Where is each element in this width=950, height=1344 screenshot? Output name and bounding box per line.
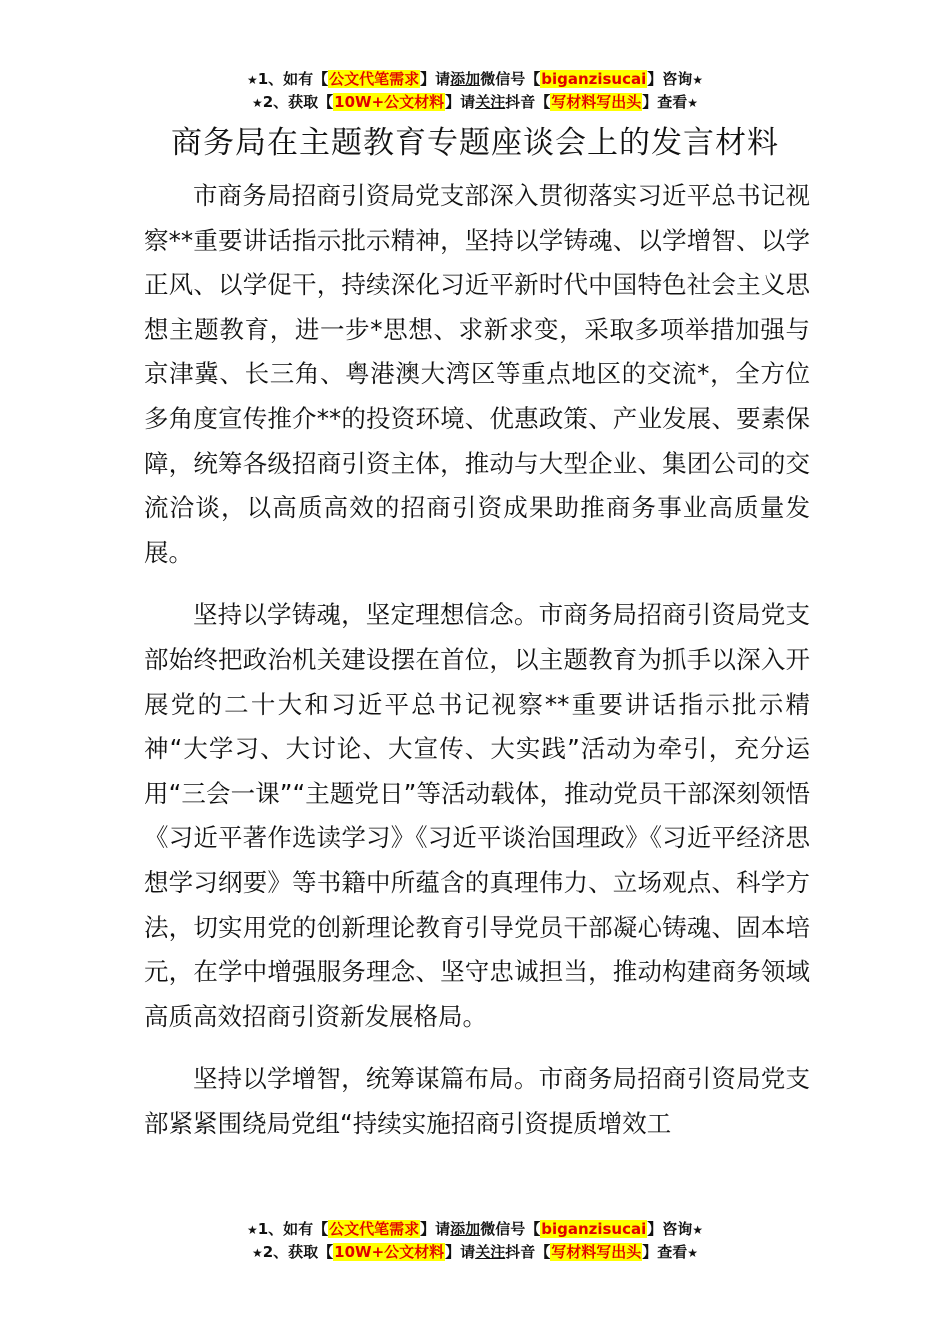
banner-underlined: 关注 xyxy=(475,1243,506,1261)
banner-text: 】咨询 xyxy=(647,1220,693,1238)
highlight-service: 公文代笔需求 xyxy=(329,70,420,88)
banner-text: 】请 xyxy=(445,93,476,111)
banner-text: 1、如有【 xyxy=(257,70,329,88)
star-icon: ★ xyxy=(692,1223,704,1237)
highlight-service: 公文代笔需求 xyxy=(329,1220,420,1238)
star-icon: ★ xyxy=(687,96,699,110)
highlight-douyin: 写材料写出头 xyxy=(551,1243,642,1261)
banner-line-2 xyxy=(0,1241,950,1264)
banner-line-2 xyxy=(0,91,950,114)
banner-text: 微信号【 xyxy=(480,70,541,88)
highlight-douyin: 写材料写出头 xyxy=(551,93,642,111)
star-icon: ★ xyxy=(692,73,704,87)
highlight-wechat-id: biganzisucai xyxy=(541,70,647,88)
banner-text: 】咨询 xyxy=(647,70,693,88)
header-banner xyxy=(0,68,950,114)
document-title: 商务局在主题教育专题座谈会上的发言材料 xyxy=(171,125,779,161)
star-icon: ★ xyxy=(246,1223,258,1237)
banner-line-1 xyxy=(0,1218,950,1241)
banner-text: 2、获取【 xyxy=(262,1243,334,1261)
highlight-materials: 10W+公文材料 xyxy=(334,1243,445,1261)
highlight-wechat-id: biganzisucai xyxy=(541,1220,647,1238)
banner-text: 】查看 xyxy=(642,1243,688,1261)
banner-text: 抖音【 xyxy=(505,1243,551,1261)
paragraph-1: 市商务局招商引资局党支部深入贯彻落实习近平总书记视察**重要讲话指示批示精神，坚持以学铸魂、以学增智、以学正风、以学促干，持续深化习近平新时代中国特色社会主义思想主题教育，进一步*思想、求新求变，采取多项举措加强与京津冀、长三角、粤港澳大湾区等重点地区的交流*，全方位多角度宣传推介**的投资环境、优惠政策、产业发展、要素保障，统筹各级招商引资主体，推动与大型企业、集团公司的交流洽谈，以高质高效的招商引资成果助推商务事业高质量发展。 xyxy=(144,181,810,567)
star-icon: ★ xyxy=(251,96,263,110)
highlight-materials: 10W+公文材料 xyxy=(334,93,445,111)
banner-text: 】请 xyxy=(420,1220,451,1238)
star-icon: ★ xyxy=(246,73,258,87)
banner-underlined: 添加 xyxy=(450,70,481,88)
banner-underlined: 添加 xyxy=(450,1220,481,1238)
banner-text: 】请 xyxy=(445,1243,476,1261)
banner-text: 抖音【 xyxy=(505,93,551,111)
banner-text: 1、如有【 xyxy=(257,1220,329,1238)
banner-text: 微信号【 xyxy=(480,1220,541,1238)
banner-text: 】查看 xyxy=(642,93,688,111)
banner-text: 】请 xyxy=(420,70,451,88)
star-icon: ★ xyxy=(687,1246,699,1260)
banner-text: 2、获取【 xyxy=(262,93,334,111)
paragraph-2: 坚持以学铸魂，坚定理想信念。市商务局招商引资局党支部始终把政治机关建设摆在首位，以主题教育为抓手以深入开展党的二十大和习近平总书记视察**重要讲话指示批示精神“大学习、大讨论、大宣传、大实践”活动为牵引，充分运用“三会一课”“主题党日”等活动载体，推动党员干部深刻领悟《习近平著作选读学习》《习近平谈治国理政》《习近平经济思想学习纲要》等书籍中所蕴含的真理伟力、立场观点、科学方法，切实用党的创新理论教育引导党员干部凝心铸魂、固本培元，在学中增强服务理念、坚守忠诚担当，推动构建商务领域高质高效招商引资新发展格局。 xyxy=(144,600,810,1031)
footer-banner xyxy=(0,1218,950,1264)
star-icon: ★ xyxy=(251,1246,263,1260)
document-body xyxy=(144,174,810,1164)
paragraph-3: 坚持以学增智，统筹谋篇布局。市商务局招商引资局党支部紧紧围绕局党组“持续实施招商引资提质增效工 xyxy=(144,1064,810,1138)
banner-underlined: 关注 xyxy=(475,93,506,111)
banner-line-1 xyxy=(0,68,950,91)
